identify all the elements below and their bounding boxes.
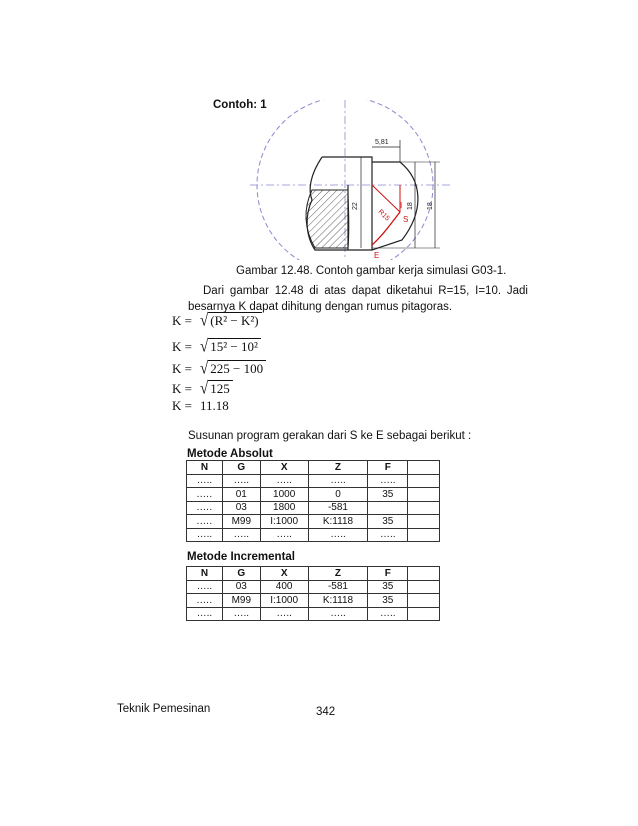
table-cell: ….. <box>187 474 223 488</box>
figure-caption: Gambar 12.48. Contoh gambar kerja simulasi G03-1. <box>236 265 507 277</box>
header-z: Z <box>308 461 368 475</box>
e-label: E <box>374 251 380 260</box>
table-row <box>187 515 440 529</box>
equation-4: K = √ 125 <box>172 380 233 400</box>
table-cell: ….. <box>260 474 308 488</box>
header-z: Z <box>308 567 368 581</box>
table-cell: M99 <box>222 594 260 608</box>
table-cell: -581 <box>308 501 368 515</box>
equation-3: K = √ 225 − 100 <box>172 360 266 380</box>
footer-title: Teknik Pemesinan <box>117 703 211 715</box>
page-number: 342 <box>316 706 336 718</box>
hatched-section <box>306 190 349 248</box>
dim-right-a-label: 18 <box>407 202 414 210</box>
table-cell: -581 <box>308 580 368 594</box>
equation-1: K = √ (R² − K²) <box>172 312 262 332</box>
table-cell: 400 <box>260 580 308 594</box>
table-cell: 35 <box>368 594 408 608</box>
table-cell: ….. <box>260 528 308 542</box>
equation-2: K = √ 15² − 10² <box>172 338 261 358</box>
table-cell <box>368 501 408 515</box>
program-intro: Susunan program gerakan dari S ke E sebagai berikut : <box>188 430 472 442</box>
table-cell <box>408 528 440 542</box>
table-cell <box>408 580 440 594</box>
table-cell: 03 <box>222 580 260 594</box>
table-cell: ….. <box>308 607 368 621</box>
table-cell: 35 <box>368 515 408 529</box>
table-row <box>187 528 440 542</box>
table-cell: ….. <box>368 474 408 488</box>
absolut-title: Metode Absolut <box>187 448 273 460</box>
table-cell: ….. <box>368 528 408 542</box>
absolut-table <box>186 460 440 542</box>
workpiece-figure <box>250 100 460 260</box>
header-n: N <box>187 567 223 581</box>
table-cell: ….. <box>368 607 408 621</box>
radius-label: R15 <box>376 208 391 223</box>
dim-left-label: 22 <box>352 202 359 210</box>
table-cell: 01 <box>222 488 260 502</box>
table-cell: ….. <box>260 607 308 621</box>
table-header-row <box>187 461 440 475</box>
header-blank <box>408 461 440 475</box>
i-label: I <box>400 201 403 210</box>
table-cell <box>408 474 440 488</box>
table-cell: ….. <box>187 528 223 542</box>
table-row <box>187 501 440 515</box>
incremental-table <box>186 566 440 621</box>
example-heading: Contoh: 1 <box>213 99 267 111</box>
table-cell: K:1118 <box>308 515 368 529</box>
equation-5: K = 11.18 <box>172 398 229 413</box>
table-cell: 1000 <box>260 488 308 502</box>
header-g: G <box>222 461 260 475</box>
table-cell: 0 <box>308 488 368 502</box>
header-f: F <box>368 461 408 475</box>
table-cell: ….. <box>308 528 368 542</box>
table-cell <box>408 488 440 502</box>
table-cell <box>408 501 440 515</box>
table-cell: I:1000 <box>260 515 308 529</box>
table-cell: 1800 <box>260 501 308 515</box>
table-row <box>187 488 440 502</box>
header-f: F <box>368 567 408 581</box>
table-cell: .…. <box>187 594 223 608</box>
table-cell: ….. <box>308 474 368 488</box>
dim-right-b-label: 18 <box>427 202 434 210</box>
table-cell: .…. <box>187 501 223 515</box>
table-cell: 03 <box>222 501 260 515</box>
table-cell: ….. <box>222 607 260 621</box>
header-n: N <box>187 461 223 475</box>
radius-line <box>372 185 403 212</box>
header-blank <box>408 567 440 581</box>
table-cell: .…. <box>187 515 223 529</box>
dim-top-label: 5,81 <box>375 139 389 146</box>
table-cell <box>408 515 440 529</box>
table-cell: K:1118 <box>308 594 368 608</box>
table-row <box>187 580 440 594</box>
s-label: S <box>403 215 409 224</box>
table-cell: ….. <box>187 580 223 594</box>
table-cell: ….. <box>222 474 260 488</box>
table-cell: .…. <box>187 488 223 502</box>
table-row <box>187 594 440 608</box>
table-header-row <box>187 567 440 581</box>
table-row <box>187 607 440 621</box>
table-cell: 35 <box>368 580 408 594</box>
header-x: X <box>260 567 308 581</box>
incremental-title: Metode Incremental <box>187 551 295 563</box>
table-cell <box>408 594 440 608</box>
body-paragraph: Dari gambar 12.48 di atas dapat diketahui R=15, I=10. Jadi besarnya K dapat dihitung dengan rumus pitagoras. <box>188 285 528 313</box>
table-row <box>187 474 440 488</box>
table-cell: 35 <box>368 488 408 502</box>
table-cell: ….. <box>222 528 260 542</box>
table-cell <box>408 607 440 621</box>
header-x: X <box>260 461 308 475</box>
table-cell: I:1000 <box>260 594 308 608</box>
table-cell: ….. <box>187 607 223 621</box>
header-g: G <box>222 567 260 581</box>
table-cell: M99 <box>222 515 260 529</box>
